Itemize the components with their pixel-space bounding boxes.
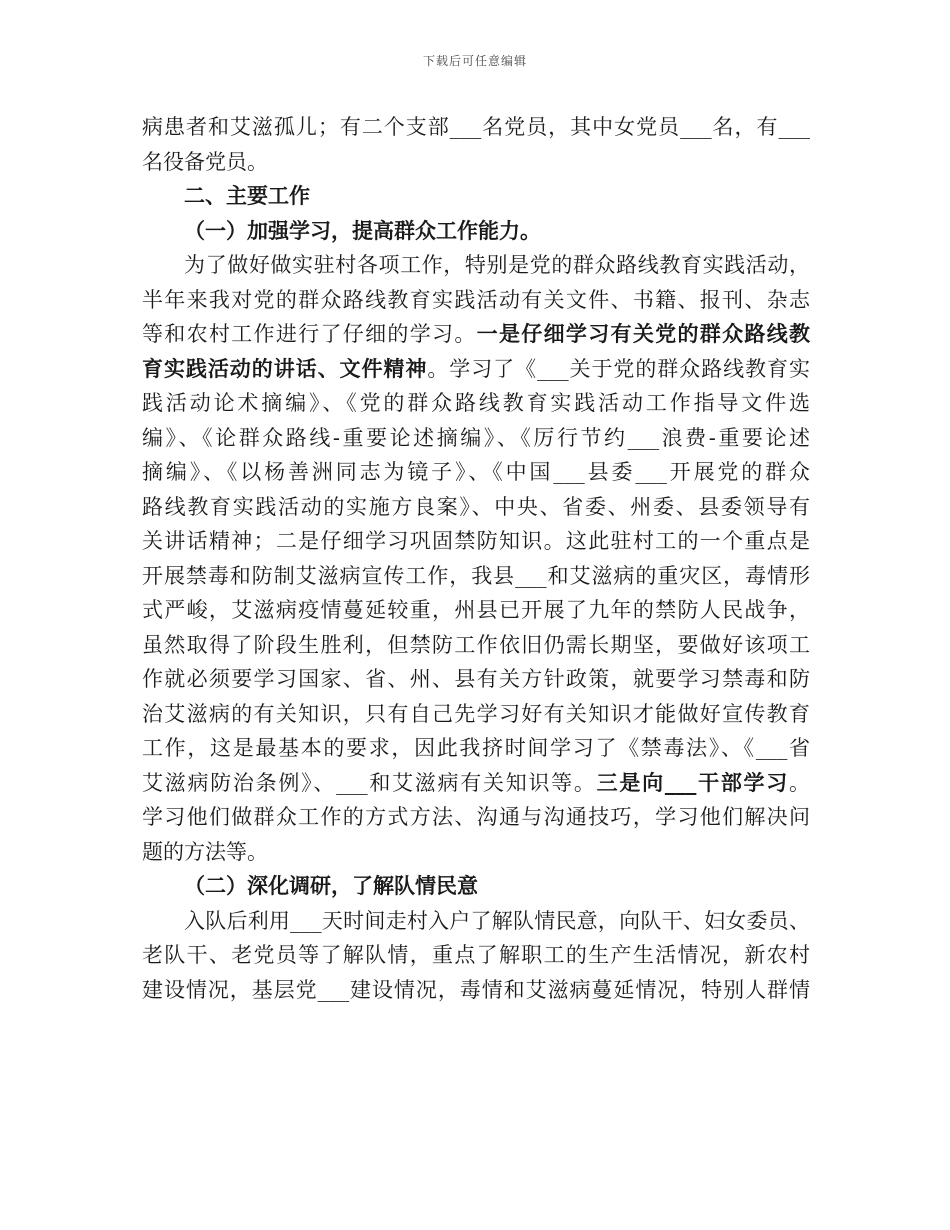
text-run: 践活动论术摘编》、《党的群众路线教育实践活动工作指导文件选 [142,391,810,415]
text-run: 作就必须要学习国家、省、州、县有关方针政策，就要学习禁毒和防 [142,667,810,691]
bold-text-run: （一）加强学习，提高群众工作能力。 [184,217,541,243]
text-line [142,524,810,559]
text-run: 编》、《论群众路线-重要论述摘编》、《厉行节约___浪费-重要论述 [142,425,810,450]
text-line [142,973,810,1008]
text-line [142,593,810,628]
text-line [142,904,810,939]
text-run: 题的方法等。 [142,839,268,864]
text-line [142,731,810,766]
text-line [142,386,810,421]
text-line [142,662,810,697]
text-line [142,490,810,525]
text-run: 老队干、老党员等了解队情，重点了解职工的生产生活情况，新农村 [142,943,810,967]
page-header-note: 下载后可任意编辑 [422,54,527,68]
text-run: 入队后利用___天时间走村入户了解队情民意，向队干、妇女委员、 [184,908,810,933]
text-line [142,283,810,318]
bold-text-run: 一是仔细学习有关党的群众路线教 [476,321,810,346]
text-line [142,248,810,283]
text-line [142,628,810,663]
text-run: 关讲话精神；二是仔细学习巩固禁防知识。这此驻村工的一个重点是 [142,529,810,553]
text-run: 病患者和艾滋孤儿；有二个支部___名党员，其中女党员___名，有___ [142,115,810,139]
text-run: 治艾滋病的有关知识，只有自己先学习好有关知识才能做好宣传教育 [142,701,810,726]
text-run: 艾滋病防治条例》、___和艾滋病有关知识等。 [142,770,597,795]
text-run: 。 [789,770,810,795]
text-run: 式严峻，艾滋病疫情蔓延较重，州县已开展了九年的禁防人民战争， [142,598,810,622]
text-line [142,110,810,145]
text-line [142,352,810,387]
text-line [142,697,810,732]
text-line [142,145,810,180]
text-line [142,938,810,973]
text-line [142,800,810,835]
text-run: 路线教育实践活动的实施方良案》、中央、省委、州委、县委领导有 [142,494,810,519]
text-run: 虽然取得了阶段生胜利，但禁防工作依旧仍需长期坚，要做好该项工 [142,632,810,657]
bold-text-run: （二）深化调研，了解队情民意 [184,873,478,898]
text-run: 工作，这是最基本的要求，因此我挤时间学习了《禁毒法》、《___省 [142,736,810,760]
text-run: 等和农村工作进行了仔细的学习。 [142,322,477,346]
text-line [142,421,810,456]
section-heading [142,179,810,214]
section-heading [142,214,810,249]
text-line [142,455,810,490]
bold-text-run: 二、主要工作 [184,183,310,208]
document-body [142,110,810,1007]
text-run: 半年来我对党的群众路线教育实践活动有关文件、书籍、报刊、杂志 [142,287,810,312]
text-line [142,317,810,352]
text-run: 为了做好做实驻村各项工作，特别是党的群众路线教育实践活动， [184,253,810,277]
text-line [142,559,810,594]
text-line [142,766,810,801]
section-heading [142,869,810,904]
text-run: 名役备党员。 [142,149,268,174]
text-run: 开展禁毒和防制艾滋病宣传工作，我县___和艾滋病的重灾区，毒情形 [142,563,810,588]
bold-text-run: 育实践活动的讲话、文件精神 [142,355,428,381]
text-line [142,835,810,870]
text-run: 摘编》、《以杨善洲同志为镜子》、《中国___县委___开展党的群众 [142,460,810,484]
text-run: 学习他们做群众工作的方式方法、沟通与沟通技巧，学习他们解决问 [142,805,810,829]
text-run: 建设情况，基层党___建设情况，毒情和艾滋病蔓延情况，特别人群情 [142,977,810,1002]
text-run: 。学习了《___关于党的群众路线教育实 [427,356,810,381]
bold-text-run: 三是向___干部学习 [596,769,790,795]
